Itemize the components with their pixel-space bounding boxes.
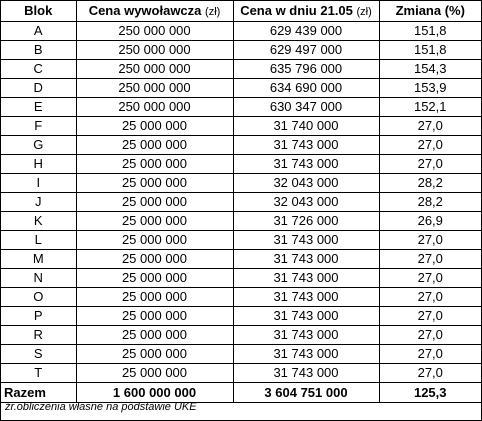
cell-price: 31 743 000 (233, 326, 379, 345)
cell-start-price: 25 000 000 (76, 345, 233, 364)
cell-start-price: 25 000 000 (76, 174, 233, 193)
table-row (1, 345, 481, 364)
cell-change: 151,8 (379, 41, 481, 60)
table-row (1, 155, 481, 174)
cell-block: M (1, 250, 76, 269)
table-row (1, 98, 481, 117)
table-row (1, 326, 481, 345)
cell-price: 629 497 000 (233, 41, 379, 60)
table-row (1, 41, 481, 60)
cell-price: 31 743 000 (233, 231, 379, 250)
cell-price: 629 439 000 (233, 22, 379, 41)
cell-block: E (1, 98, 76, 117)
cell-block: L (1, 231, 76, 250)
cell-block: P (1, 307, 76, 326)
cell-price: 31 740 000 (233, 117, 379, 136)
cell-change: 27,0 (379, 288, 481, 307)
cell-start-price: 25 000 000 (76, 117, 233, 136)
total-change: 125,3 (379, 383, 481, 403)
cell-start-price: 25 000 000 (76, 136, 233, 155)
table-row (1, 364, 481, 383)
cell-start-price: 250 000 000 (76, 41, 233, 60)
cell-block: J (1, 193, 76, 212)
cell-change: 28,2 (379, 174, 481, 193)
cell-start-price: 25 000 000 (76, 326, 233, 345)
table-row (1, 231, 481, 250)
cell-start-price: 250 000 000 (76, 22, 233, 41)
cell-price: 31 743 000 (233, 136, 379, 155)
cell-start-price: 25 000 000 (76, 307, 233, 326)
cell-block: B (1, 41, 76, 60)
cell-block: C (1, 60, 76, 79)
header-block: Blok (1, 1, 76, 22)
table-row (1, 22, 481, 41)
header-row (1, 1, 481, 22)
table-row (1, 288, 481, 307)
cell-change: 27,0 (379, 269, 481, 288)
cell-start-price: 250 000 000 (76, 98, 233, 117)
total-start-price: 1 600 000 000 (76, 383, 233, 403)
cell-block: D (1, 79, 76, 98)
cell-block: F (1, 117, 76, 136)
cell-change: 27,0 (379, 326, 481, 345)
total-price: 3 604 751 000 (233, 383, 379, 403)
cell-start-price: 25 000 000 (76, 212, 233, 231)
source-note: źr.obliczenia własne na podstawie UKE (5, 401, 197, 413)
header-start-price: Cena wywoławcza (zł) (76, 1, 233, 22)
table-row (1, 307, 481, 326)
header-price-on-date: Cena w dniu 21.05 (zł) (233, 1, 379, 22)
cell-block: T (1, 364, 76, 383)
cell-price: 31 743 000 (233, 155, 379, 174)
cell-change: 27,0 (379, 307, 481, 326)
cell-change: 153,9 (379, 79, 481, 98)
cell-change: 152,1 (379, 98, 481, 117)
cell-block: A (1, 22, 76, 41)
cell-start-price: 25 000 000 (76, 250, 233, 269)
cell-block: O (1, 288, 76, 307)
cell-block: N (1, 269, 76, 288)
cell-price: 635 796 000 (233, 60, 379, 79)
cell-price: 31 743 000 (233, 269, 379, 288)
cell-start-price: 250 000 000 (76, 60, 233, 79)
cell-change: 154,3 (379, 60, 481, 79)
cell-price: 634 690 000 (233, 79, 379, 98)
cell-start-price: 25 000 000 (76, 288, 233, 307)
cell-block: I (1, 174, 76, 193)
table-row (1, 60, 481, 79)
table-row (1, 174, 481, 193)
cell-change: 26,9 (379, 212, 481, 231)
cell-price: 32 043 000 (233, 174, 379, 193)
cell-price: 31 726 000 (233, 212, 379, 231)
cell-change: 27,0 (379, 155, 481, 174)
cell-change: 28,2 (379, 193, 481, 212)
table-row (1, 136, 481, 155)
cell-change: 27,0 (379, 231, 481, 250)
cell-price: 32 043 000 (233, 193, 379, 212)
cell-change: 27,0 (379, 250, 481, 269)
cell-change: 27,0 (379, 345, 481, 364)
table-row (1, 117, 481, 136)
table-row (1, 269, 481, 288)
total-row (1, 383, 481, 403)
cell-start-price: 25 000 000 (76, 364, 233, 383)
cell-block: K (1, 212, 76, 231)
cell-price: 31 743 000 (233, 250, 379, 269)
cell-change: 27,0 (379, 364, 481, 383)
cell-block: G (1, 136, 76, 155)
table-row (1, 193, 481, 212)
cell-start-price: 25 000 000 (76, 193, 233, 212)
table-row (1, 79, 481, 98)
cell-price: 31 743 000 (233, 364, 379, 383)
cell-price: 31 743 000 (233, 345, 379, 364)
cell-block: R (1, 326, 76, 345)
header-change: Zmiana (%) (379, 1, 481, 22)
cell-change: 27,0 (379, 136, 481, 155)
auction-results-table (1, 1, 481, 403)
cell-price: 630 347 000 (233, 98, 379, 117)
cell-start-price: 25 000 000 (76, 231, 233, 250)
table-row (1, 250, 481, 269)
cell-price: 31 743 000 (233, 288, 379, 307)
cell-start-price: 250 000 000 (76, 79, 233, 98)
cell-start-price: 25 000 000 (76, 155, 233, 174)
cell-start-price: 25 000 000 (76, 269, 233, 288)
cell-block: H (1, 155, 76, 174)
cell-change: 151,8 (379, 22, 481, 41)
cell-change: 27,0 (379, 117, 481, 136)
cell-block: S (1, 345, 76, 364)
total-label: Razem (1, 383, 76, 403)
table-row (1, 212, 481, 231)
cell-price: 31 743 000 (233, 307, 379, 326)
